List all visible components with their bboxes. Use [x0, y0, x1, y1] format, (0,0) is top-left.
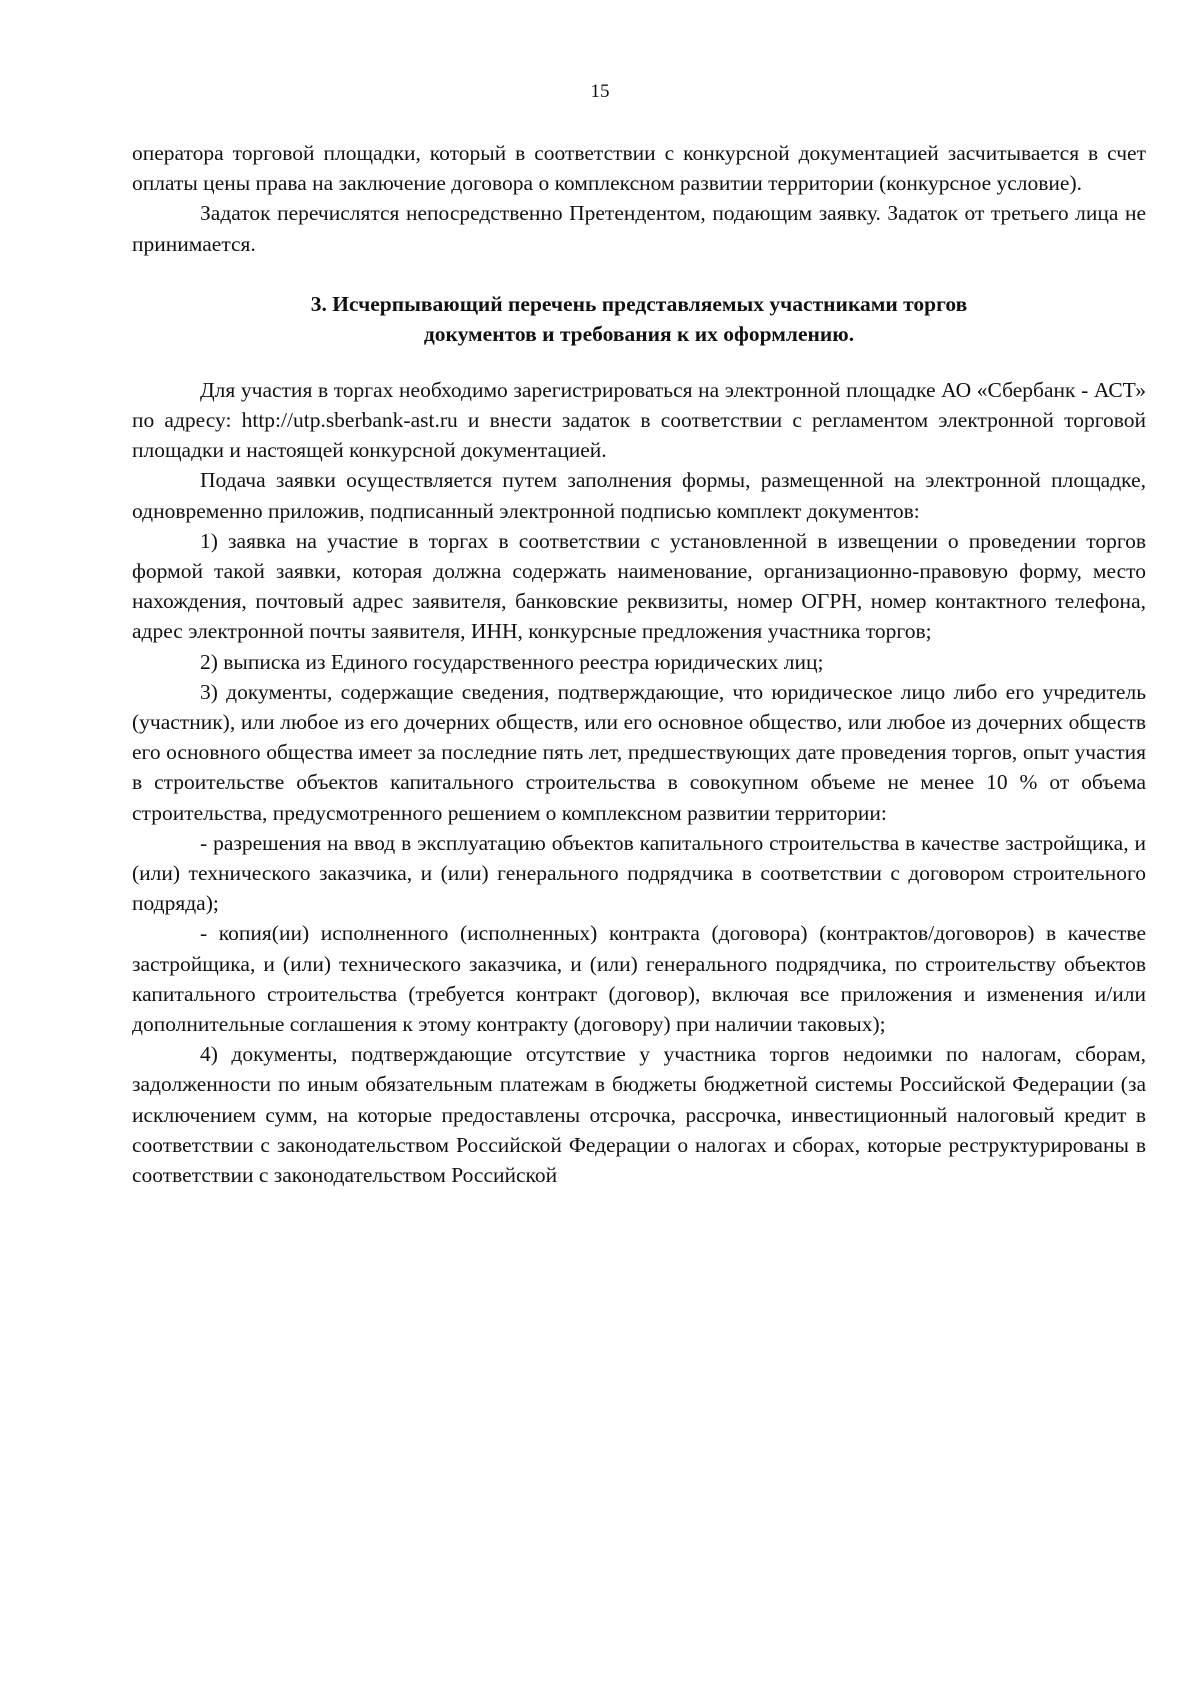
- paragraph: - копия(ии) исполненного (исполненных) контракта (договора) (контрактов/договоров) в качестве застройщика, и (или) технического заказчика, и (или) генерального подрядчика, по строительству объектов капитального строительства (требуется контракт (договор), включая все приложения и изменения и/или дополнительные соглашения к этому контракту (договору) при наличии таковых);: [132, 921, 1146, 1037]
- paragraph: - разрешения на ввод в эксплуатацию объектов капитального строительства в качестве застройщика, и (или) технического заказчика, и (или) генерального подрядчика в соответствии с договором строительного подряда);: [132, 830, 1146, 916]
- paragraph: Подача заявки осуществляется путем заполнения формы, размещенной на электронной площадке, одновременно приложив, подписанный электронной подписью комплект документов:: [132, 468, 1146, 523]
- section-heading-line-2: документов и требования к их оформлению.: [423, 321, 855, 346]
- page-number: 15: [590, 81, 610, 102]
- section-heading-line-1: 3. Исчерпывающий перечень представляемых участниками торгов: [310, 291, 968, 316]
- paragraph: Задаток перечислятся непосредственно Претендентом, подающим заявку. Задаток от третьего лица не принимается.: [132, 201, 1146, 256]
- document-body: [132, 138, 1146, 1190]
- paragraph: Для участия в торгах необходимо зарегистрироваться на электронной площадке АО «Сбербанк - АСТ» по адресу: http://utp.sberbank-ast.ru и внести задаток в соответствии с регламентом электронной торговой площадки и настоящей конкурсной документацией.: [132, 377, 1146, 463]
- paragraph: оператора торговой площадки, который в соответствии с конкурсной документацией засчитывается в счет оплаты цены права на заключение договора о комплексном развитии территории (конкурсное условие).: [132, 141, 1146, 196]
- section-intro: [132, 138, 1146, 259]
- paragraph: 2) выписка из Единого государственного реестра юридических лиц;: [200, 649, 824, 674]
- paragraph: 4) документы, подтверждающие отсутствие у участника торгов недоимки по налогам, сборам, задолженности по иным обязательным платежам в бюджеты бюджетной системы Российской Федерации (за исключением сумм, на которые предоставлены отсрочка, рассрочка, инвестиционный налоговый кредит в соответствии с законодательством Российской Федерации о налогах и сборах, которые реструктурированы в соответствии с законодательством Российской: [132, 1042, 1146, 1188]
- paragraph: 3) документы, содержащие сведения, подтверждающие, что юридическое лицо либо его учредитель (участник), или любое из его дочерних обществ, или его основное общество, или любое из дочерних обществ его основного общества имеет за последние пять лет, предшествующих дате проведения торгов, опыт участия в строительстве объектов капитального строительства в совокупном объеме не менее 10 % от объема строительства, предусмотренного решением о комплексном развитии территории:: [132, 679, 1146, 825]
- section-heading: [132, 289, 1146, 349]
- paragraph: 1) заявка на участие в торгах в соответствии с установленной в извещении о проведении торгов формой такой заявки, которая должна содержать наименование, организационно-правовую форму, место нахождения, почтовый адрес заявителя, банковские реквизиты, номер ОГРН, номер контактного телефона, адрес электронной почты заявителя, ИНН, конкурсные предложения участника торгов;: [132, 528, 1146, 644]
- section-body: [132, 375, 1146, 1190]
